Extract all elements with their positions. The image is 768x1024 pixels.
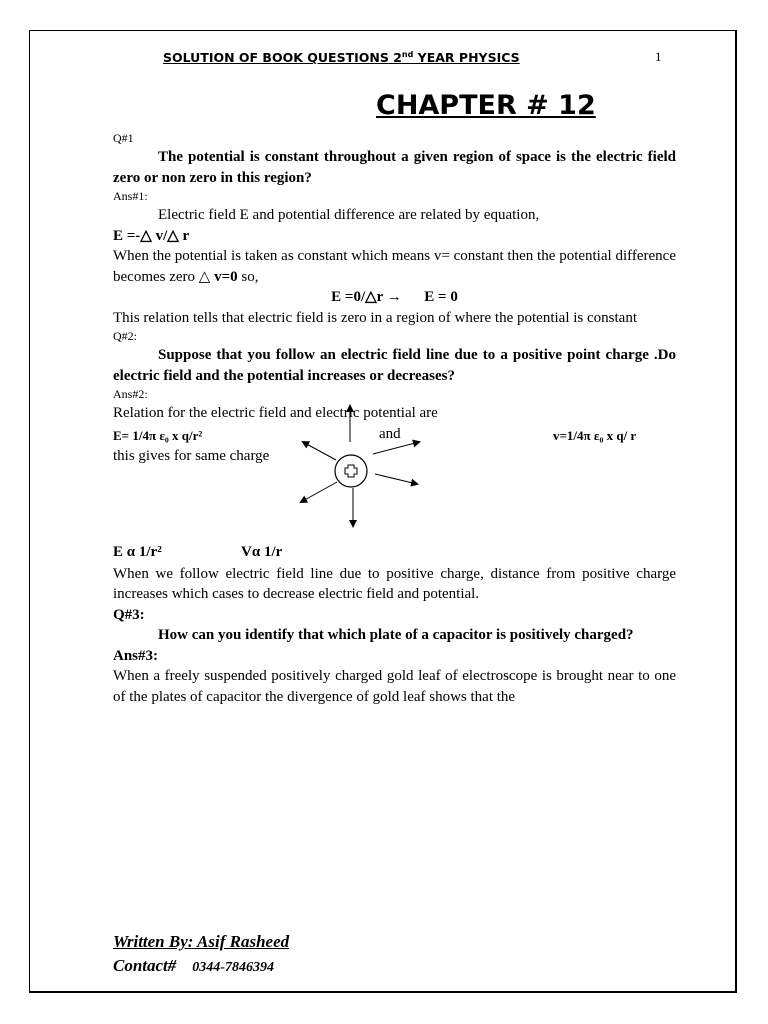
q2-proportion-row [113,542,676,564]
q1-question: The potential is constant throughout a given region of space is the electric field zero or non zero in this region? [113,149,676,186]
q2-answer-line3: When we follow electric field line due to positive charge, distance from positive charge increases which cases to decrease electric field and potential. [113,565,676,602]
q1-answer-label: Ans#1: [113,189,148,203]
positive-charge-field-diagram [283,402,433,542]
header-title-pre: SOLUTION OF BOOK QUESTIONS 2 [163,50,402,66]
q2-label: Q#2: [113,329,137,343]
q3-answer-line1: When a freely suspended positively charged gold leaf of electroscope is brought near to one of the plates of capacitor the divergence of gold leaf shows that the [113,668,676,705]
q1-answer-line3: This relation tells that electric field is zero in a region of where the potential is constant [113,309,637,326]
q1-answer-line2-c: so, [237,268,259,285]
footer-contact [113,956,274,976]
q2-formula-e: E= 1/4π ε₀ x q/r² [113,427,203,443]
field-line-lower-left [301,482,337,502]
q1-answer-line2 [113,246,676,287]
footer-written-by: Written By: Asif Rasheed [113,932,290,951]
q1-answer-eq2 [113,287,676,308]
q3-label: Q#3: [113,606,145,623]
q1-answer-eq2-b: E = 0 [424,289,458,305]
q2-answer-label: Ans#2: [113,387,148,401]
q3-answer-label: Ans#3: [113,647,159,664]
page-number: 1 [655,49,662,64]
q1-answer-line1: Electric field E and potential difference are related by equation, [158,207,540,223]
field-line-lower-right [375,474,417,484]
header-title-sup: nd [401,50,414,59]
q2-diagram-row [113,446,676,542]
q1-answer-line2-b: v=0 [214,268,238,285]
field-line-upper-left [303,442,336,460]
q2-prop-v: Vα 1/r [241,543,283,560]
field-line-upper-right [373,442,419,454]
page-header [163,50,520,65]
q1-label: Q#1 [113,131,134,145]
q2-question: Suppose that you follow an electric field line due to a positive point charge .Do electric field and the potential increases or decreases? [113,347,676,384]
q2-formula-v: v=1/4π ε₀ x q/ r [553,427,637,443]
q2-formula-and: and [379,425,401,442]
q1-answer-eq2-a: E =0/△r → [331,289,402,305]
positive-charge-circle [335,455,367,487]
q2-answer-line1: Relation for the electric field and electric potential are [113,405,438,421]
chapter-title: CHAPTER # 12 [376,90,596,121]
q2-answer-line2: this gives for same charge [113,447,270,464]
document-body [113,130,676,707]
q2-prop-e: E α 1/r² [113,543,162,560]
header-title-post: YEAR PHYSICS [413,50,520,66]
q1-answer-eq1: E =-△ v/△ r [113,227,190,244]
footer-contact-number: 0344-7846394 [192,960,274,975]
footer-contact-label: Contact# [113,956,177,975]
plus-sign-icon [345,465,357,477]
q3-question: How can you identify that which plate of a capacitor is positively charged? [158,627,634,643]
q1-answer-line2-a: When the potential is taken as constant which means v= constant then the potential difference becomes zero △ [113,248,676,285]
